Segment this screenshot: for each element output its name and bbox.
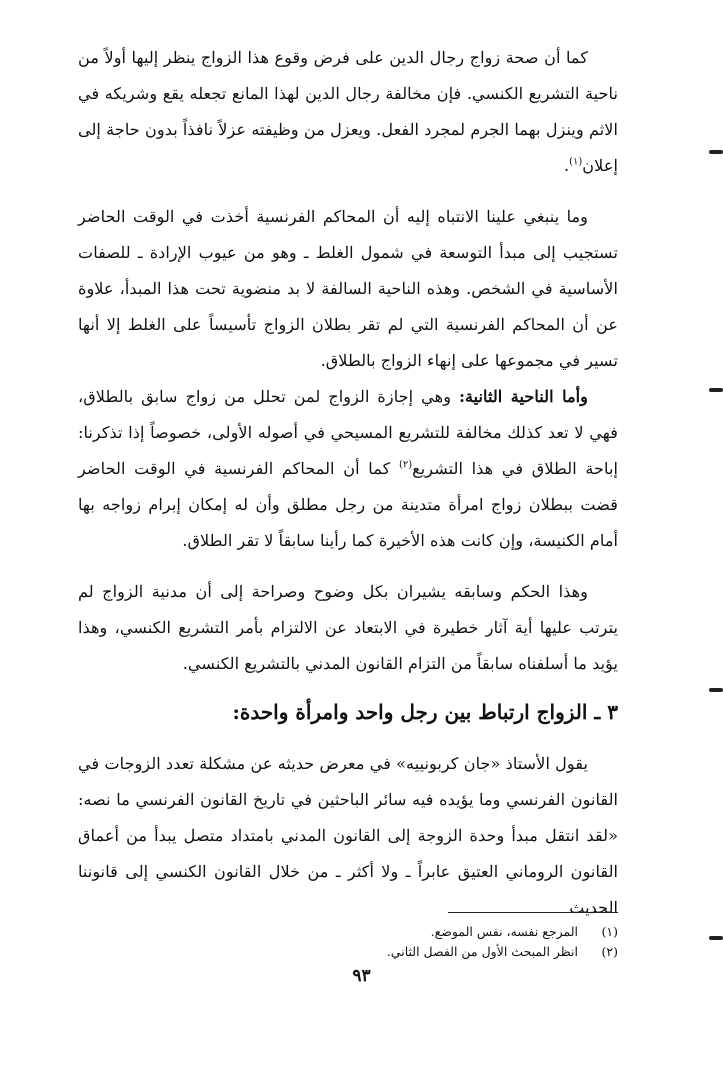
paragraph-1-end: .	[563, 156, 570, 175]
footnote-ref-1: (١)	[569, 156, 583, 168]
paragraph-gap	[78, 559, 618, 574]
paragraph-2-text: وما ينبغي علينا الانتباه إليه أن المحاكم الفرنسية أخذت في الوقت الحاضر تستجيب إلى مبدأ التوسعة في شمول الغلط ـ وهو من عيوب الإرادة ـ للصفات الأساسية في الشخص. وهذه الناحية السالفة لا بد منضوية تحت هذا المبدأ، علاوة عن أن المحاكم الفرنسية التي لم تقر بطلان الزواج تأسيساً على الغلط إلا أنها تسير في مجموعها على إنهاء الزواج بالطلاق.	[78, 207, 618, 370]
footnote-1-number: (١)	[601, 924, 618, 939]
section-heading: ٣ ـ الزواج ارتباط بين رجل واحد وامرأة واحدة:	[232, 700, 618, 724]
footnote-2-number: (٢)	[601, 944, 618, 959]
paragraph-3-text: وهي إجازة الزواج لمن تحلل من زواج سابق بالطلاق، فهي لا تعد كذلك مخالفة للتشريع المسيحي في أصوله الأولى، خصوصاً إذا تذكرنا: إباحة الطلاق في هذا التشريع	[78, 387, 618, 478]
paragraph-3-lead: وأما الناحية الثانية:	[459, 387, 588, 406]
page-number: ٩٣	[352, 966, 371, 986]
paragraph-5-text: يقول الأستاذ «جان كربونييه» في معرض حديثه عن مشكلة تعدد الزوجات في القانون الفرنسي وما يؤيده فيه سائر الباحثين في تاريخ القانون الفرنسي ما نصه: «لقد انتقل مبدأ وحدة الزوجة إلى القانون المدني بامتداد متصل يبدأ من أعماق القانون الروماني العتيق عابراً ـ ولا أكثر ـ من خلال القانون الكنسي إلى قانوننا الحديث	[78, 754, 618, 917]
paragraph-1	[78, 40, 618, 184]
paragraph-1-text: كما أن صحة زواج رجال الدين على فرض وقوع هذا الزواج ينظر إليها أولاً من ناحية التشريع الكنسي. فإن مخالفة رجال الدين لهذا المانع تجعله يقع وشريكه في الاثم وينزل بهما الجرم لمجرد الفعل. ويعزل من وظيفته عزلاً نافذاً بدون حاجة إلى إعلان	[78, 48, 618, 175]
margin-mark	[709, 150, 723, 154]
paragraph-4-text: وهذا الحكم وسابقه يشيران بكل وضوح وصراحة إلى أن مدنية الزواج لم يترتب عليها أية آثار خطيرة في الابتعاد عن الالتزام بأمر التشريع الكنسي، وهذا يؤيد ما أسلفناه سابقاً من التزام القانون المدني بالتشريع الكنسي.	[78, 582, 618, 673]
footnote-1	[300, 922, 618, 942]
footnote-1-text: المرجع نفسه، نفس الموضع.	[430, 924, 578, 939]
paragraph-3	[78, 379, 618, 559]
page-body	[78, 40, 618, 926]
paragraph-gap	[78, 184, 618, 199]
footnotes	[300, 922, 618, 962]
footnote-ref-2: (٢)	[398, 459, 413, 471]
footnote-2-text: انظر المبحث الأول من الفصل الثاني.	[386, 944, 578, 959]
footnote-2	[300, 942, 618, 962]
margin-mark	[709, 388, 723, 392]
footnote-divider	[448, 912, 618, 913]
paragraph-5	[78, 746, 618, 926]
paragraph-4	[78, 574, 618, 682]
margin-mark	[709, 688, 723, 692]
paragraph-3-continuation: كما أن المحاكم الفرنسية في الوقت الحاضر قضت ببطلان زواج امرأة متدينة من رجل مطلق وأن له إمكان إبرام زواجه بها أمام الكنيسة، وإن كانت هذه الأخيرة كما رأينا سابقاً لا تقر الطلاق.	[78, 459, 618, 550]
margin-mark	[709, 936, 723, 940]
paragraph-2	[78, 199, 618, 379]
